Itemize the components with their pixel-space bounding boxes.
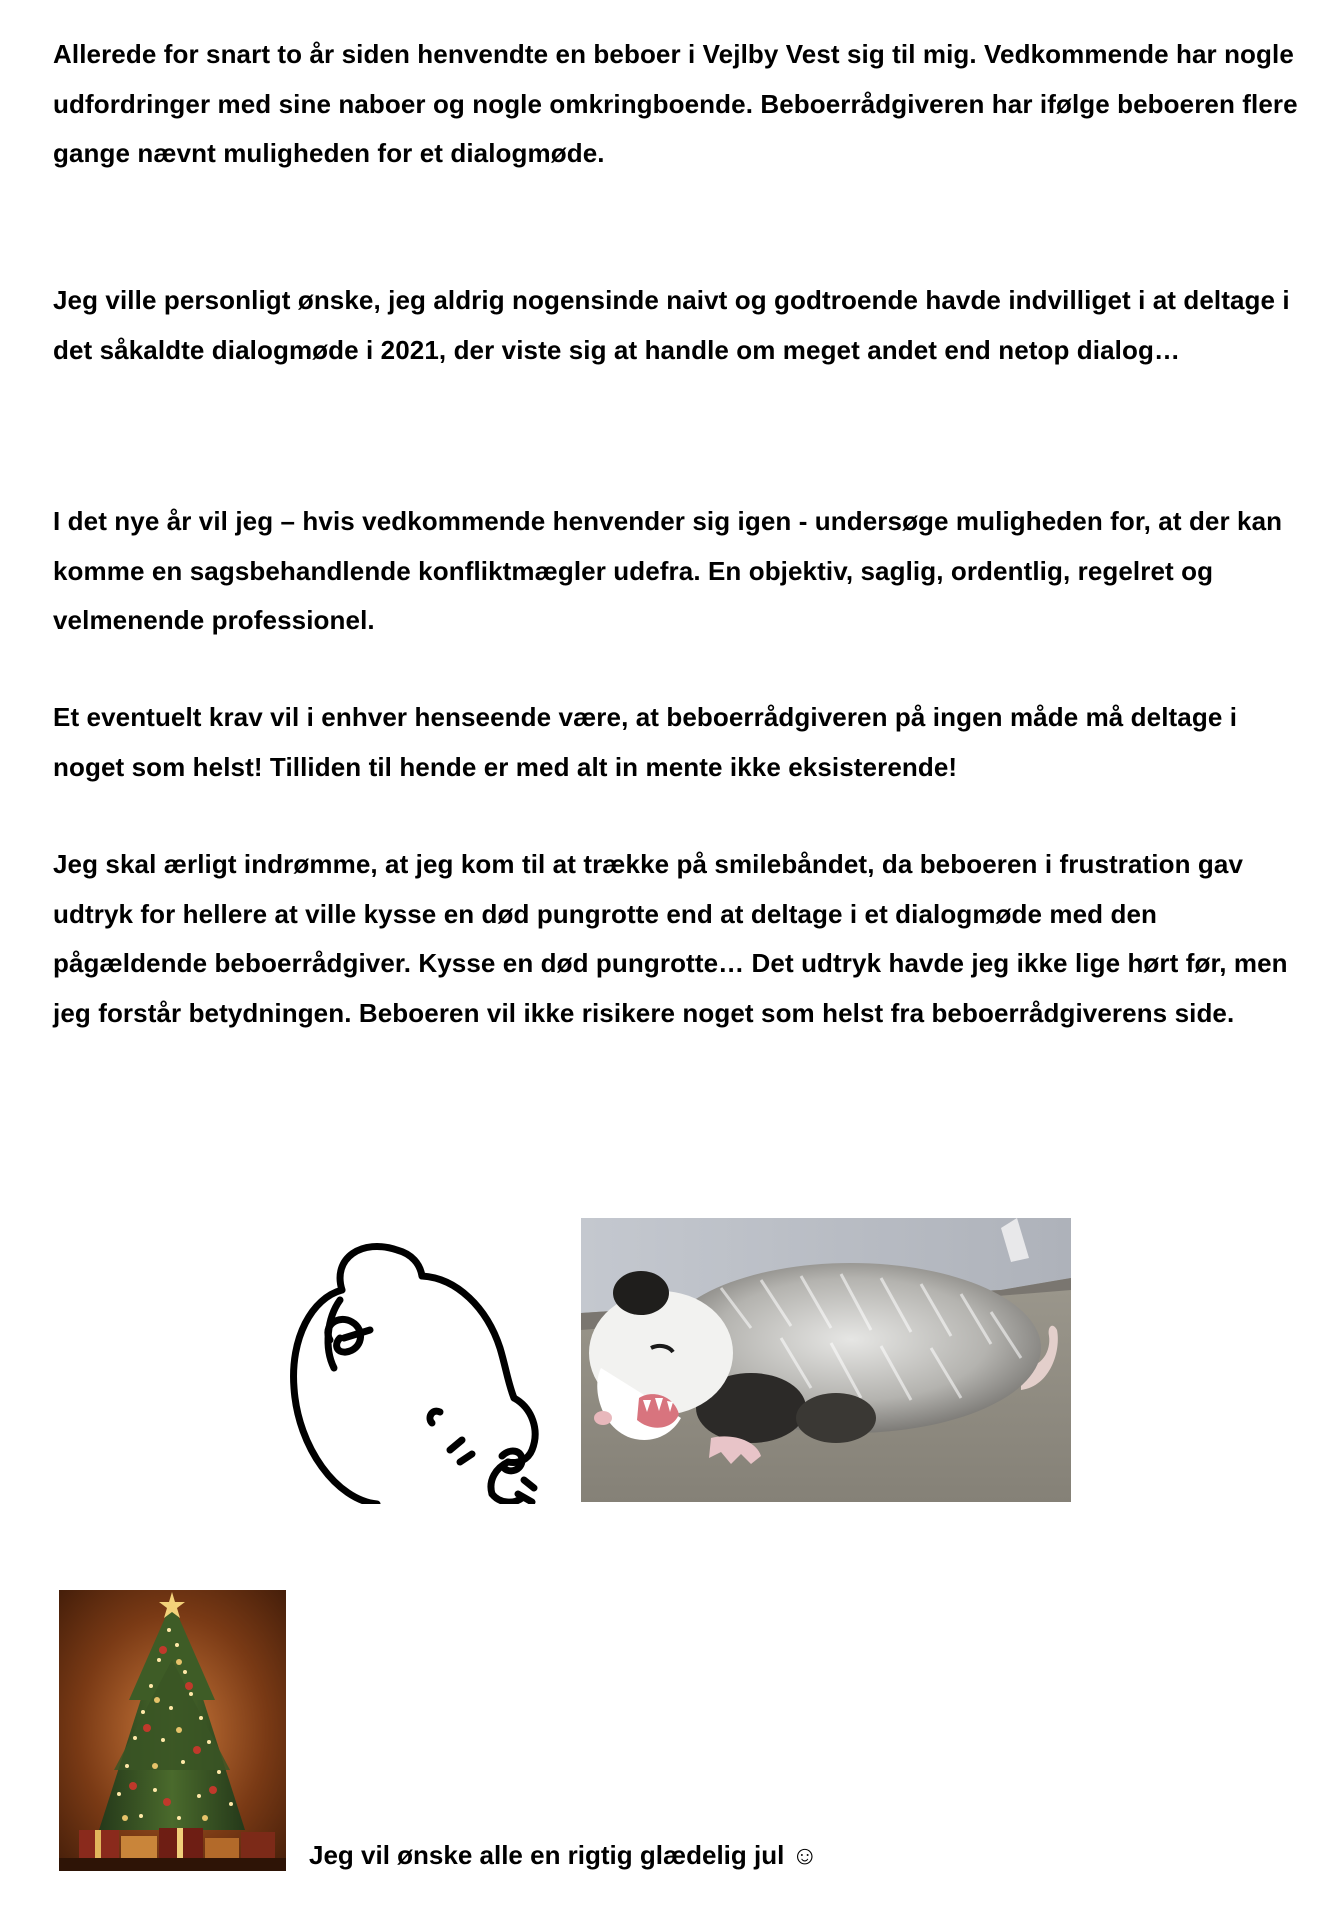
- closing-greeting: Jeg vil ønske alle en rigtig glædelig jul ☺: [309, 1840, 819, 1870]
- dead-opossum-photo: [581, 1218, 1071, 1502]
- paragraph-opossum: Jeg skal ærligt indrømme, at jeg kom til at trække på smilebåndet, da beboeren i frustration gav udtryk for hellere at ville kysse en død pungrotte end at deltage i et dialogmøde med den pågældende beboerrådgiver. Kysse en død pungrotte… Det udtryk havde jeg ikke lige hørt før, men jeg forstår betydningen. Beboeren vil ikke risikere noget som helst fra beboerrådgiverens side.: [53, 849, 1288, 1028]
- paragraph-dialog-meeting: Jeg ville personligt ønske, jeg aldrig nogensinde naivt og godtroende havde indvilliget i at deltage i det såkaldte dialogmøde i 2021, der viste sig at handle om meget andet end netop dialog…: [53, 285, 1290, 365]
- paragraph-intro: Allerede for snart to år siden henvendte en beboer i Vejlby Vest sig til mig. Vedkommende har nogle udfordringer med sine naboer og nogle omkringboende. Beboerrådgiveren har ifølge beboeren flere gange nævnt muligheden for et dialogmøde.: [53, 39, 1298, 168]
- cartoon-bear-kissing-icon: [282, 1218, 582, 1504]
- paragraph-requirement: Et eventuelt krav vil i enhver henseende være, at beboerrådgiveren på ingen måde må deltage i noget som helst! Tilliden til hende er med alt in mente ikke eksisterende!: [53, 702, 1238, 782]
- paragraph-new-year: I det nye år vil jeg – hvis vedkommende henvender sig igen - undersøge muligheden for, at der kan komme en sagsbehandlende konfliktmægler udefra. En objektiv, saglig, ordentlig, regelret og velmenende professionel.: [53, 506, 1283, 635]
- christmas-tree-photo: [59, 1590, 286, 1871]
